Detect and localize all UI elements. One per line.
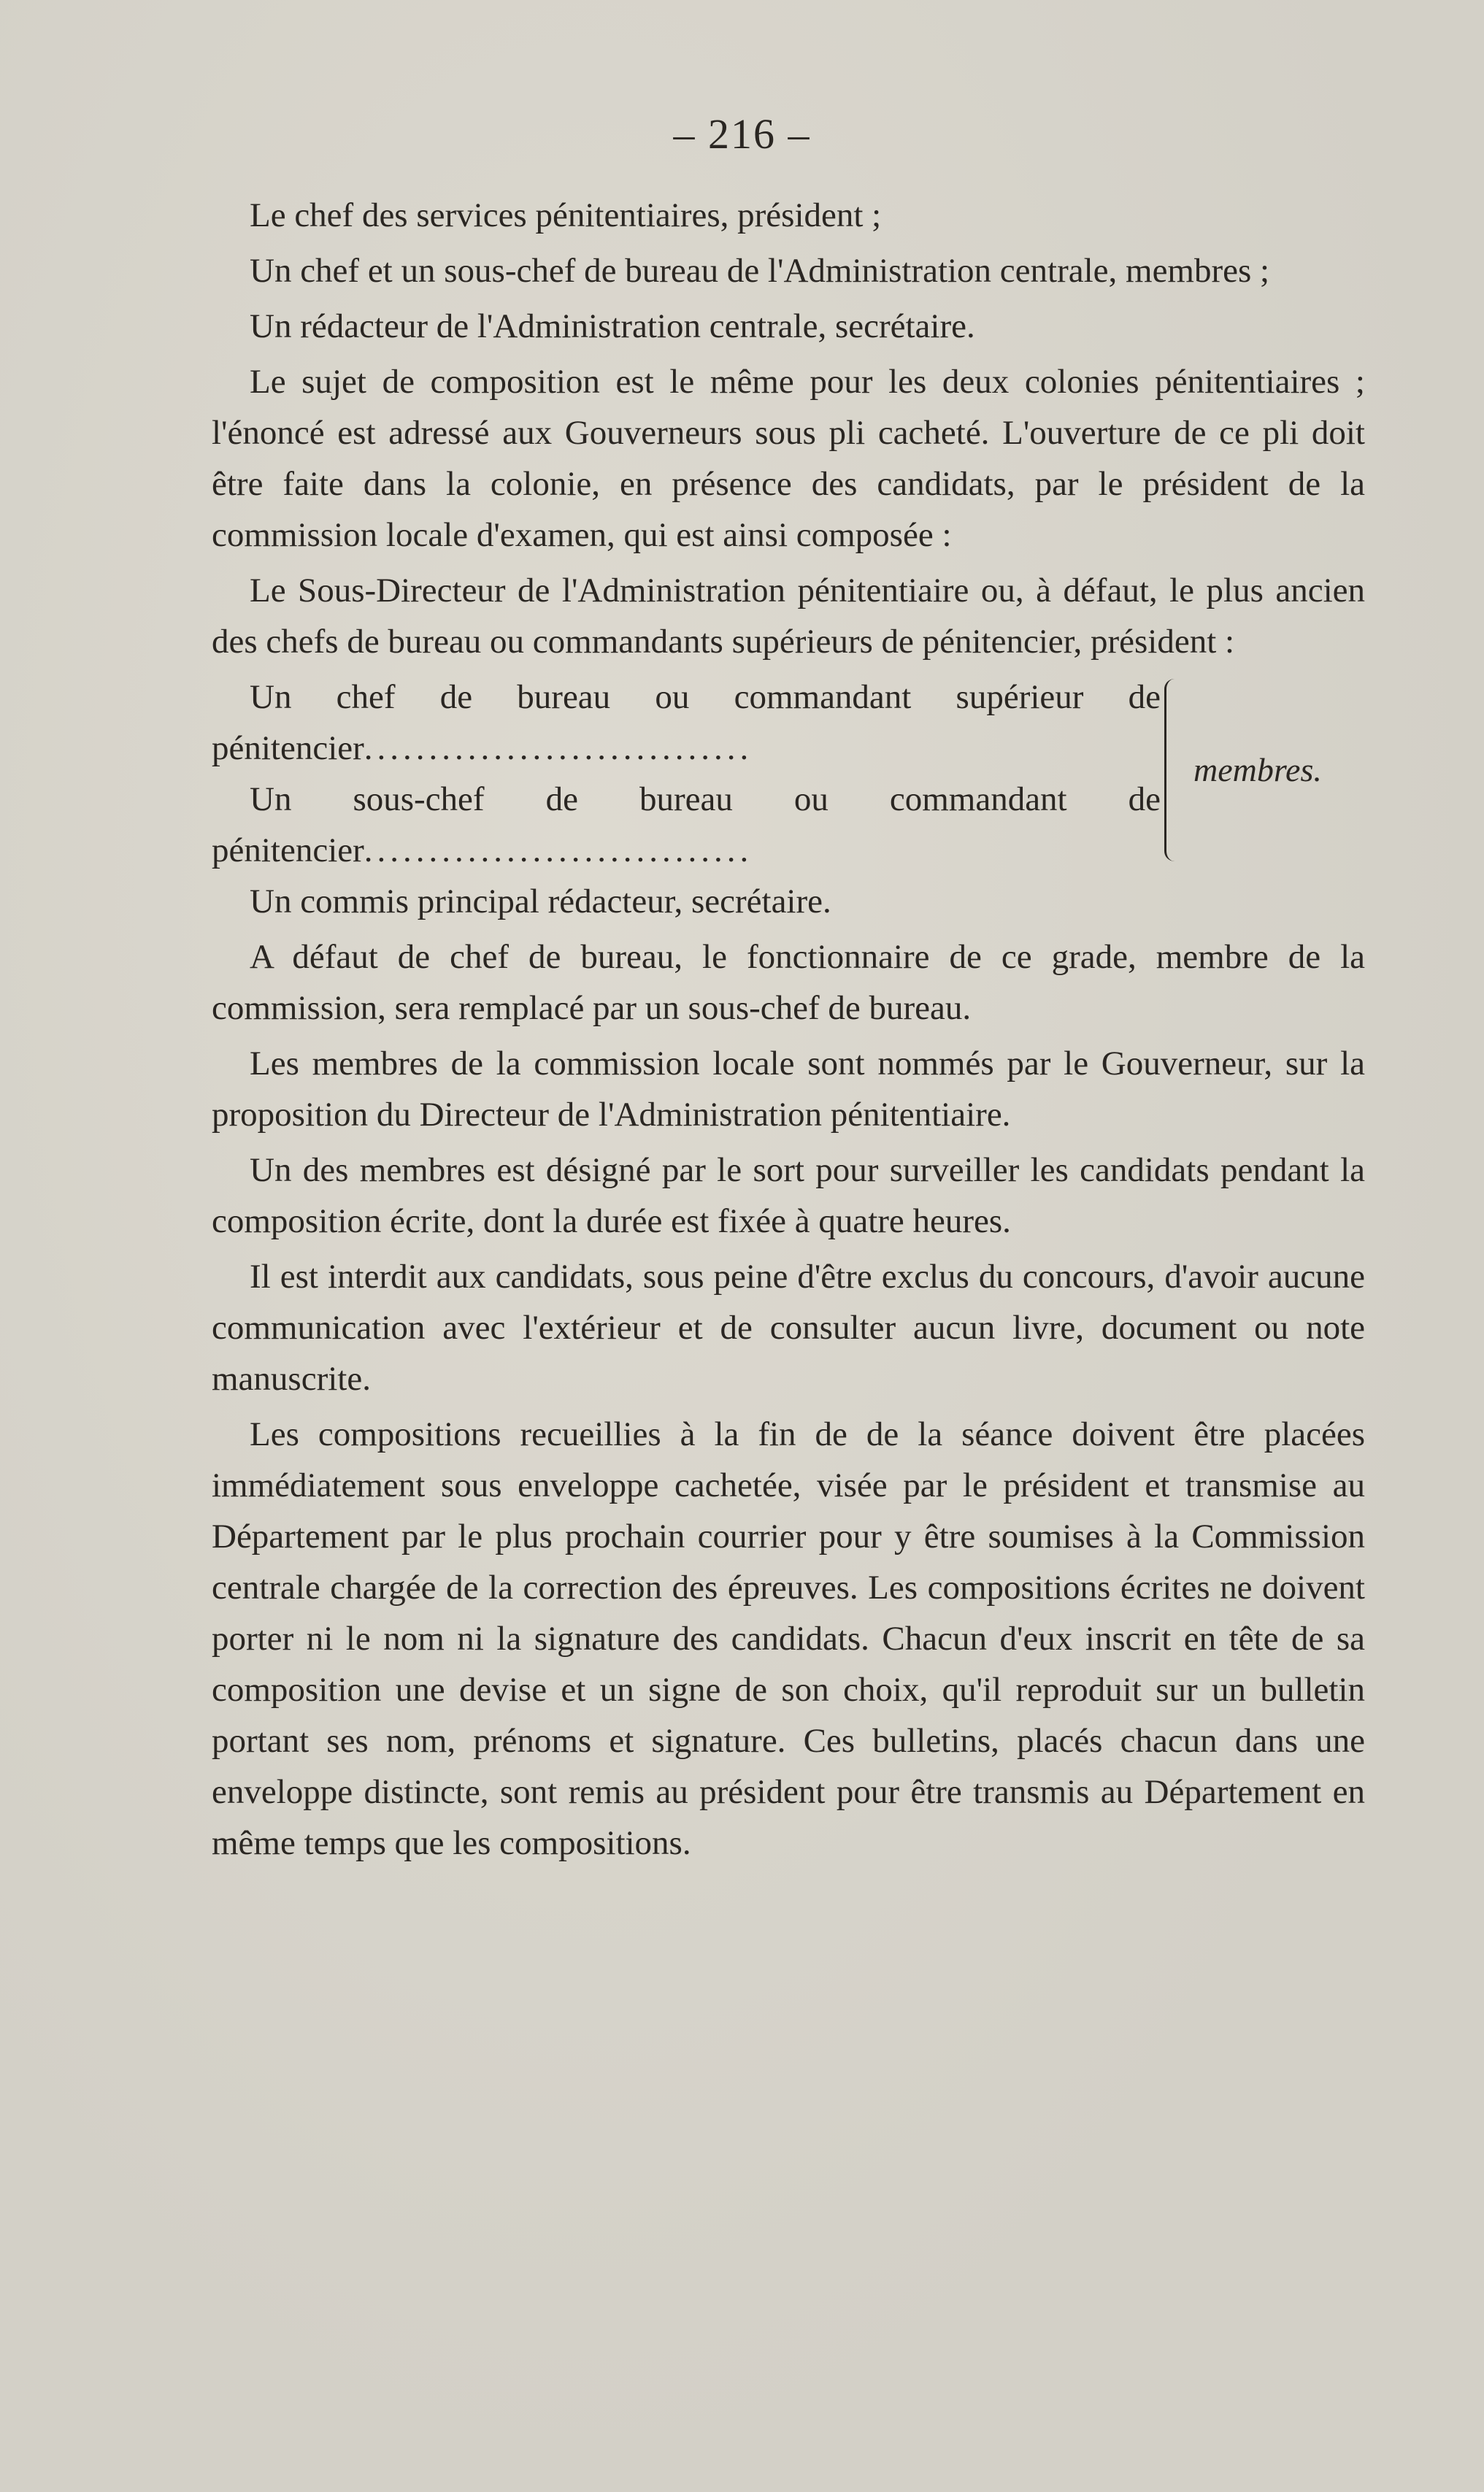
paragraph-subject: Le sujet de composition est le même pour les deux colonies pénitentiaires ; l'énoncé est adressé aux Gouverneurs sous pli cacheté. L'ouverture de ce pli doit être faite dans la colonie, en présence des candidats, par le président de la commission locale d'examen, qui est ainsi composée : <box>212 363 1365 554</box>
member-item-sous-chef <box>212 774 1161 876</box>
body-text <box>212 190 1365 1873</box>
member-item-chef <box>212 672 1161 774</box>
paragraph-local-president: Le Sous-Directeur de l'Administration pénitentiaire ou, à défaut, le plus ancien des chefs de bureau ou commandants supérieurs de pénitencier, président : <box>212 572 1365 661</box>
paragraph-nomination: Les membres de la commission locale sont nommés par le Gouverneur, sur la proposition du Directeur de l'Administration pénitentiaire. <box>212 1045 1365 1134</box>
page-number: – 216 – <box>673 110 811 158</box>
paragraph-commis: Un commis principal rédacteur, secrétaire. <box>250 882 831 920</box>
member-item-chef-text: Un chef de bureau ou commandant supérieur de pénitencier <box>212 678 1161 767</box>
paragraph-default: A défaut de chef de bureau, le fonctionnaire de ce grade, membre de la commission, sera remplacé par un sous-chef de bureau. <box>212 938 1365 1027</box>
paragraph-surveillance: Un des membres est désigné par le sort pour surveiller les candidats pendant la composition écrite, dont la durée est fixée à quatre heures. <box>212 1151 1365 1240</box>
paragraph-members: Un chef et un sous-chef de bureau de l'Administration centrale, membres ; <box>250 252 1270 290</box>
paragraph-interdiction: Il est interdit aux candidats, sous peine d'être exclus du concours, d'avoir aucune communication avec l'extérieur et de consulter aucun livre, document ou note manuscrite. <box>212 1258 1365 1398</box>
members-list <box>212 672 1365 876</box>
brace-icon <box>1164 679 1183 861</box>
brace-label: membres. <box>1193 751 1322 788</box>
dot-leader: .............................. <box>364 831 753 869</box>
paragraph-secretary: Un rédacteur de l'Administration centrale, secrétaire. <box>250 307 975 345</box>
paragraph-president: Le chef des services pénitentiaires, président ; <box>250 196 882 234</box>
dot-leader: .............................. <box>364 729 753 767</box>
paragraph-compositions: Les compositions recueillies à la fin de de la séance doivent être placées immédiatement sous enveloppe cachetée, visée par le président et transmise au Département par le plus prochain courrier pour y être soumises à la Commission centrale chargée de la correction des épreuves. Les compositions écrites ne doivent porter ni le nom ni la signature des candidats. Chacun d'eux inscrit en tête de sa composition une devise et un signe de son choix, qu'il reproduit sur un bulletin portant ses nom, prénoms et signature. Ces bulletins, placés chacun dans une enveloppe distincte, sont remis au président pour être transmis au Département en même temps que les compositions. <box>212 1415 1365 1862</box>
member-item-sous-chef-text: Un sous-chef de bureau ou commandant de pénitencier <box>212 780 1161 869</box>
